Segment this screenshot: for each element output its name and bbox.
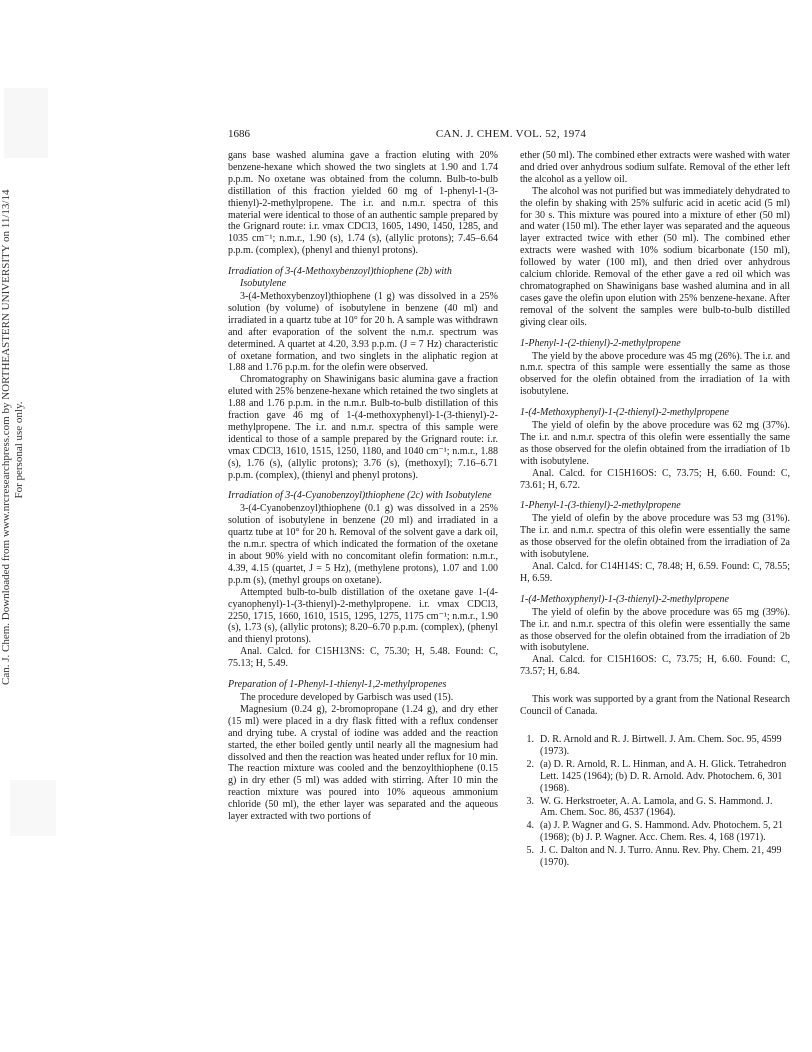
section-heading: 1-(4-Methoxyphenyl)-1-(3-thienyl)-2-methylpropene	[520, 593, 729, 605]
right-column	[520, 150, 790, 870]
paragraph: ether (50 ml). The combined ether extracts were washed with water and dried over anhydrous sodium sulfate. Removal of the ether left the alcohol as a yellow oil.	[520, 150, 790, 185]
acknowledgement: This work was supported by a grant from the National Research Council of Canada.	[520, 694, 790, 718]
paragraph: The yield of olefin by the above procedure was 65 mg (39%). The i.r. and n.m.r. spectra of this olefin were essentially the same as those observed for the olefin obtained from the irradiation of 2b with isobutylene.	[520, 606, 790, 654]
reference-text: W. G. Herkstroeter, A. A. Lamola, and G. S. Hammond. J. Am. Chem. Soc. 86, 4537 (1964).	[540, 795, 773, 819]
reference-item	[520, 759, 790, 795]
journal-title: CAN. J. CHEM. VOL. 52, 1974	[435, 128, 587, 140]
paragraph: Chromatography on Shawinigans basic alumina gave a fraction eluted with 25% benzene-hexane which retained the two singlets at 1.88 and 1.76 p.p.m. in the n.m.r. Bulb-to-bulb distillation of this fraction gave 46 mg of 1-(4-methoxyphenyl)-1-(3-thienyl)-2-methylpropene. The i.r. and n.m.r. spectra of this sample were identical to those of a sample prepared by the Grignard route: i.r. νmax CDCl3, 1610, 1515, 1250, 1180, and 1040 cm⁻¹; n.m.r., 1.88 (s), 1.76 (s), (allylic protons); 3.76 (s), (methoxyl); 7.16–6.71 p.p.m. (complex), (thienyl and phenyl protons).	[228, 374, 498, 481]
download-side-note	[0, 189, 28, 685]
page-number: 1686	[228, 128, 250, 140]
analysis-line: Anal. Calcd. for C14H14S: C, 78.48; H, 6.59. Found: C, 78.55; H, 6.59.	[520, 561, 790, 584]
reference-number: 2.	[526, 758, 534, 770]
scan-noise	[4, 88, 48, 158]
side-note-line: Can. J. Chem. Downloaded from www.nrcresearchpress.com by NORTHEASTERN UNIVERSITY on 11/13/14	[0, 189, 12, 685]
paragraph: Magnesium (0.24 g), 2-bromopropane (1.24 g), and dry ether (15 ml) were placed in a dry flask fitted with a reflux condenser and drying tube. A crystal of iodine was added and the reaction started, the ether boiled gently until nearly all the magnesium had dissolved and then the reaction was heated under reflux for 10 min. The reaction mixture was cooled and the benzoylthiophene (0.15 g) in dry ether (5 ml) was added with stirring. After 10 min the reaction mixture was poured into 10% aqueous ammonium chloride (50 ml), the ether layer was separated and the aqueous layer extracted with two portions of	[228, 703, 498, 823]
paragraph: The yield of olefin by the above procedure was 53 mg (31%). The i.r. and n.m.r. spectra of this olefin were essentially the same as those observed for the olefin obtained from the irradiation of 2a with isobutylene.	[520, 513, 790, 561]
section-heading: Irradiation of 3-(4-Methoxybenzoyl)thiophene (2b) with Isobutylene	[228, 266, 452, 290]
reference-item	[520, 820, 790, 844]
reference-text: (a) D. R. Arnold, R. L. Hinman, and A. H. Glick. Tetrahedron Lett. 1425 (1964); (b) D. R. Arnold. Adv. Photochem. 6, 301 (1968).	[540, 758, 787, 794]
reference-number: 5.	[526, 845, 534, 857]
reference-list	[520, 734, 790, 869]
paragraph: 3-(4-Cyanobenzoyl)thiophene (0.1 g) was dissolved in a 25% solution of isobutylene in benzene (20 ml) and irradiated in a quartz tube at 10° for 20 h. Removal of the solvent gave a dark oil, the n.m.r. spectra of which indicated the formation of the oxetane in about 90% yield with no concomitant olefin formation: n.m.r., 4.39, 4.15 (quartet, J = 5 Hz), (methylene protons), 1.07 and 1.00 p.p.m (s), (methyl groups on oxetane).	[228, 503, 498, 586]
analysis-line: Anal. Calcd. for C15H16OS: C, 73.75; H, 6.60. Found: C, 73.57; H, 6.84.	[520, 654, 790, 678]
section-heading: Irradiation of 3-(4-Cyanobenzoyl)thiophene (2c) with Isobutylene	[228, 490, 492, 502]
paragraph: Attempted bulb-to-bulb distillation of the oxetane gave 1-(4-cyanophenyl)-1-(3-thienyl)-2-methylpropene. i.r. νmax CDCl3, 2250, 1715, 1660, 1610, 1515, 1295, 1275, 1175 cm⁻¹; n.m.r., 1.90 (s), 1.73 (s), (allylic protons); 8.20–6.70 p.p.m. (complex), (phenyl and thienyl protons).	[228, 586, 498, 646]
reference-text: J. C. Dalton and N. J. Turro. Annu. Rev. Phy. Chem. 21, 499 (1970).	[540, 845, 782, 869]
section-heading: 1-Phenyl-1-(3-thienyl)-2-methylpropene	[520, 500, 681, 512]
reference-text: D. R. Arnold and R. J. Birtwell. J. Am. Chem. Soc. 95, 4599 (1973).	[540, 733, 782, 757]
reference-item	[520, 845, 790, 869]
paragraph: The procedure developed by Garbisch was used (15).	[240, 691, 454, 703]
left-column	[228, 150, 498, 823]
section-heading: Preparation of 1-Phenyl-1-thienyl-1,2-methylpropenes	[228, 679, 447, 691]
reference-number: 3.	[526, 795, 534, 807]
paragraph: 3-(4-Methoxybenzoyl)thiophene (1 g) was dissolved in a 25% solution (by volume) of isobutylene in benzene (40 ml) and irradiated in a quartz tube at 10° for 20 h. A sample was withdrawn and after evaporation of the solvent the n.m.r. spectrum was determined. A quartet at 4.20, 3.93 p.p.m. (J = 7 Hz) characteristic of oxetane formation, and two singlets in the aliphatic region at 1.88 and 1.76 p.p.m. for the olefin were observed.	[228, 290, 498, 374]
page-header	[228, 128, 794, 144]
reference-text: (a) J. P. Wagner and G. S. Hammond. Adv. Photochem. 5, 21 (1968); (b) J. P. Wagner. Acc. Chem. Res. 4, 168 (1971).	[540, 820, 784, 844]
reference-item	[520, 796, 790, 820]
scan-noise	[10, 780, 56, 836]
reference-item	[520, 734, 790, 758]
reference-number: 1.	[526, 733, 534, 745]
section-heading: 1-Phenyl-1-(2-thienyl)-2-methylpropene	[520, 337, 681, 349]
reference-number: 4.	[526, 820, 534, 832]
paragraph: The yield by the above procedure was 45 mg (26%). The i.r. and n.m.r. spectra of this sample were essentially the same as those observed for the olefin obtained from the irradiation of 1a with isobutylene.	[520, 350, 790, 398]
side-note-line: For personal use only.	[13, 401, 25, 499]
paragraph: gans base washed alumina gave a fraction eluting with 20% benzene-hexane which showed the two singlets at 1.90 and 1.74 p.p.m. No oxetane was obtained from the column. Bulb-to-bulb distillation of this fraction yielded 60 mg of 1-phenyl-1-(3-thienyl)-2-methylpropene. The i.r. and n.m.r. spectra of this material were identical to those of an authentic sample prepared by the Grignard route: i.r. νmax CDCl3, 1605, 1490, 1450, 1285, and 1035 cm⁻¹; n.m.r., 1.90 (s), 1.74 (s), (allylic protons); 7.45–6.64 p.p.m. (complex), (phenyl and thienyl protons).	[228, 150, 498, 257]
analysis-line: Anal. Calcd. for C15H16OS: C, 73.75; H, 6.60. Found: C, 73.61; H, 6.72.	[520, 467, 790, 491]
paragraph: The alcohol was not purified but was immediately dehydrated to the olefin by shaking with 25% sulfuric acid in acetic acid (5 ml) for 30 s. This mixture was poured into a mixture of ether (50 ml) and water (150 ml). The ether layer was separated and the aqueous layer extracted twice with ether (50 ml). The combined ether extracts were washed with 10% sodium bicarbonate (150 ml), followed by water (100 ml), and then dried over anhydrous calcium chloride. Removal of the ether gave a red oil which was chromatographed on Shawinigans base washed alumina and in all cases gave the olefin upon elution with 25% benzene-hexane. After removal of the solvent the samples were bulb-to-bulb distilled giving clear oils.	[520, 185, 790, 328]
section-heading: 1-(4-Methoxyphenyl)-1-(2-thienyl)-2-methylpropene	[520, 407, 729, 419]
analysis-line: Anal. Calcd. for C15H13NS: C, 75.30; H, 5.48. Found: C, 75.13; H, 5.49.	[228, 646, 498, 670]
paragraph: The yield of olefin by the above procedure was 62 mg (37%). The i.r. and n.m.r. spectra of this olefin were essentially the same as those observed for the olefin obtained from the irradiation of 1b with isobutylene.	[520, 420, 790, 467]
